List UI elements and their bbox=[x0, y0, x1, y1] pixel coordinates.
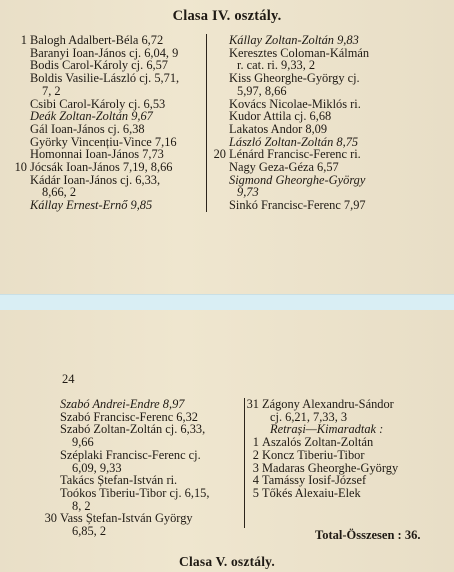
entry-text: Kudor Attila cj. 6,68 bbox=[229, 109, 332, 124]
entry-text: 9,66 bbox=[72, 435, 94, 450]
entry-text: Györky Vincențiu-Vince 7,16 bbox=[30, 134, 177, 149]
entry-text: Kállay Zoltan-Zoltán 9,83 bbox=[229, 33, 359, 47]
entry-text: Homonnai Ioan-János 7,73 bbox=[30, 147, 164, 162]
entry-text: Kovács Nicolae-Miklós ri. bbox=[229, 96, 361, 111]
class-title: Clasa IV. osztály. bbox=[172, 8, 282, 24]
student-list-left bbox=[44, 397, 210, 539]
entry-text: Keresztes Coloman-Kálmán bbox=[229, 45, 370, 60]
entry-text: Lénárd Francisc-Ferenc ri. bbox=[229, 147, 361, 162]
entry-text: Toókos Tiberiu-Tibor cj. 6,15, bbox=[60, 485, 210, 500]
entry-number: 3 bbox=[252, 460, 259, 475]
entry-text: Vass Ștefan-István György bbox=[60, 511, 193, 526]
entry-number: 30 bbox=[44, 511, 57, 526]
next-class-title: Clasa V. osztály. bbox=[179, 554, 275, 569]
entry-text: Retrași—Kimaradtak : bbox=[270, 422, 384, 437]
entry-number: 31 bbox=[246, 397, 259, 411]
student-entry bbox=[30, 199, 179, 212]
entry-text: Gál Ioan-János cj. 6,38 bbox=[30, 121, 145, 136]
entry-text: 5,97, 8,66 bbox=[237, 83, 287, 98]
entry-number: 20 bbox=[213, 147, 226, 162]
entry-text: Sinkó Francisc-Ferenc 7,97 bbox=[229, 198, 366, 213]
entry-text: Szabó Zoltan-Zoltán cj. 6,33, bbox=[60, 422, 206, 437]
entry-number: 1 bbox=[20, 33, 27, 47]
entry-text: Tamássy Iosif-József bbox=[262, 473, 367, 488]
entry-text: László Zoltan-Zoltán 8,75 bbox=[229, 134, 359, 149]
entry-number: 4 bbox=[252, 473, 259, 488]
entry-text: Boldis Vasilie-László cj. 5,71, bbox=[30, 71, 180, 86]
entry-text: Deák Zoltan-Zoltán 9,67 bbox=[30, 109, 153, 124]
entry-text: Kállay Ernest-Ernő 9,85 bbox=[30, 198, 153, 213]
entry-text: cj. 6,21, 7,33, 3 bbox=[270, 409, 348, 424]
student-list-right bbox=[246, 397, 399, 500]
student-entry bbox=[60, 525, 209, 538]
entry-number: 1 bbox=[252, 435, 259, 450]
entry-text: Tőkés Alexaiu-Elek bbox=[262, 485, 361, 500]
entry-text: Sigmond Gheorghe-György bbox=[229, 172, 366, 187]
column-divider bbox=[206, 34, 207, 212]
entry-text: 6,85, 2 bbox=[72, 524, 107, 539]
entry-text: 6,09, 9,33 bbox=[72, 460, 122, 475]
entry-text: Koncz Tiberiu-Tibor bbox=[262, 447, 365, 462]
entry-text: Aszalós Zoltan-Zoltán bbox=[262, 435, 374, 450]
entry-number: 5 bbox=[252, 485, 259, 500]
entry-number: 10 bbox=[14, 160, 27, 175]
entry-text: Kádár Ioan-János cj. 6,33, bbox=[30, 172, 161, 187]
entry-text: Szabó Francisc-Ferenc 6,32 bbox=[60, 409, 198, 424]
entry-text: 9,73 bbox=[237, 185, 259, 200]
entry-text: Bodis Carol-Károly cj. 6,57 bbox=[30, 58, 168, 73]
entry-text: Széplaki Francisc-Ferenc cj. bbox=[60, 447, 201, 462]
entry-text: Jócsák Ioan-János 7,19, 8,66 bbox=[30, 160, 173, 175]
entry-text: Nagy Geza-Géza 6,57 bbox=[229, 160, 339, 175]
entry-text: Csibi Carol-Károly cj. 6,53 bbox=[30, 96, 166, 111]
student-list-right bbox=[213, 33, 370, 213]
entry-number: 2 bbox=[252, 447, 259, 462]
column-divider bbox=[244, 398, 245, 528]
student-entry bbox=[252, 485, 398, 500]
bottom-page bbox=[0, 310, 454, 572]
entry-text: Lakatos Andor 8,09 bbox=[229, 121, 328, 136]
total-count: Total-Összesen : 36. bbox=[315, 528, 421, 542]
student-entry bbox=[229, 199, 369, 212]
entry-text: Baranyi Ioan-János cj. 6,04, 9 bbox=[30, 45, 179, 60]
entry-text: Madaras Gheorghe-György bbox=[262, 460, 399, 475]
entry-text: Balogh Adalbert-Béla 6,72 bbox=[30, 33, 164, 47]
entry-text: r. cat. ri. 9,33, 2 bbox=[237, 58, 316, 73]
student-list-left bbox=[14, 33, 180, 213]
entry-text: Takács Ștefan-István ri. bbox=[60, 473, 178, 488]
entry-text: Szabó Andrei-Endre 8,97 bbox=[60, 397, 185, 411]
entry-text: Kiss Gheorghe-György cj. bbox=[229, 71, 360, 86]
entry-text: 8,66, 2 bbox=[42, 185, 77, 200]
entry-text: Zágony Alexandru-Sándor bbox=[262, 397, 394, 411]
page-number: 24 bbox=[62, 372, 75, 386]
entry-text: 8, 2 bbox=[72, 498, 91, 513]
entry-text: 7, 2 bbox=[42, 83, 61, 98]
